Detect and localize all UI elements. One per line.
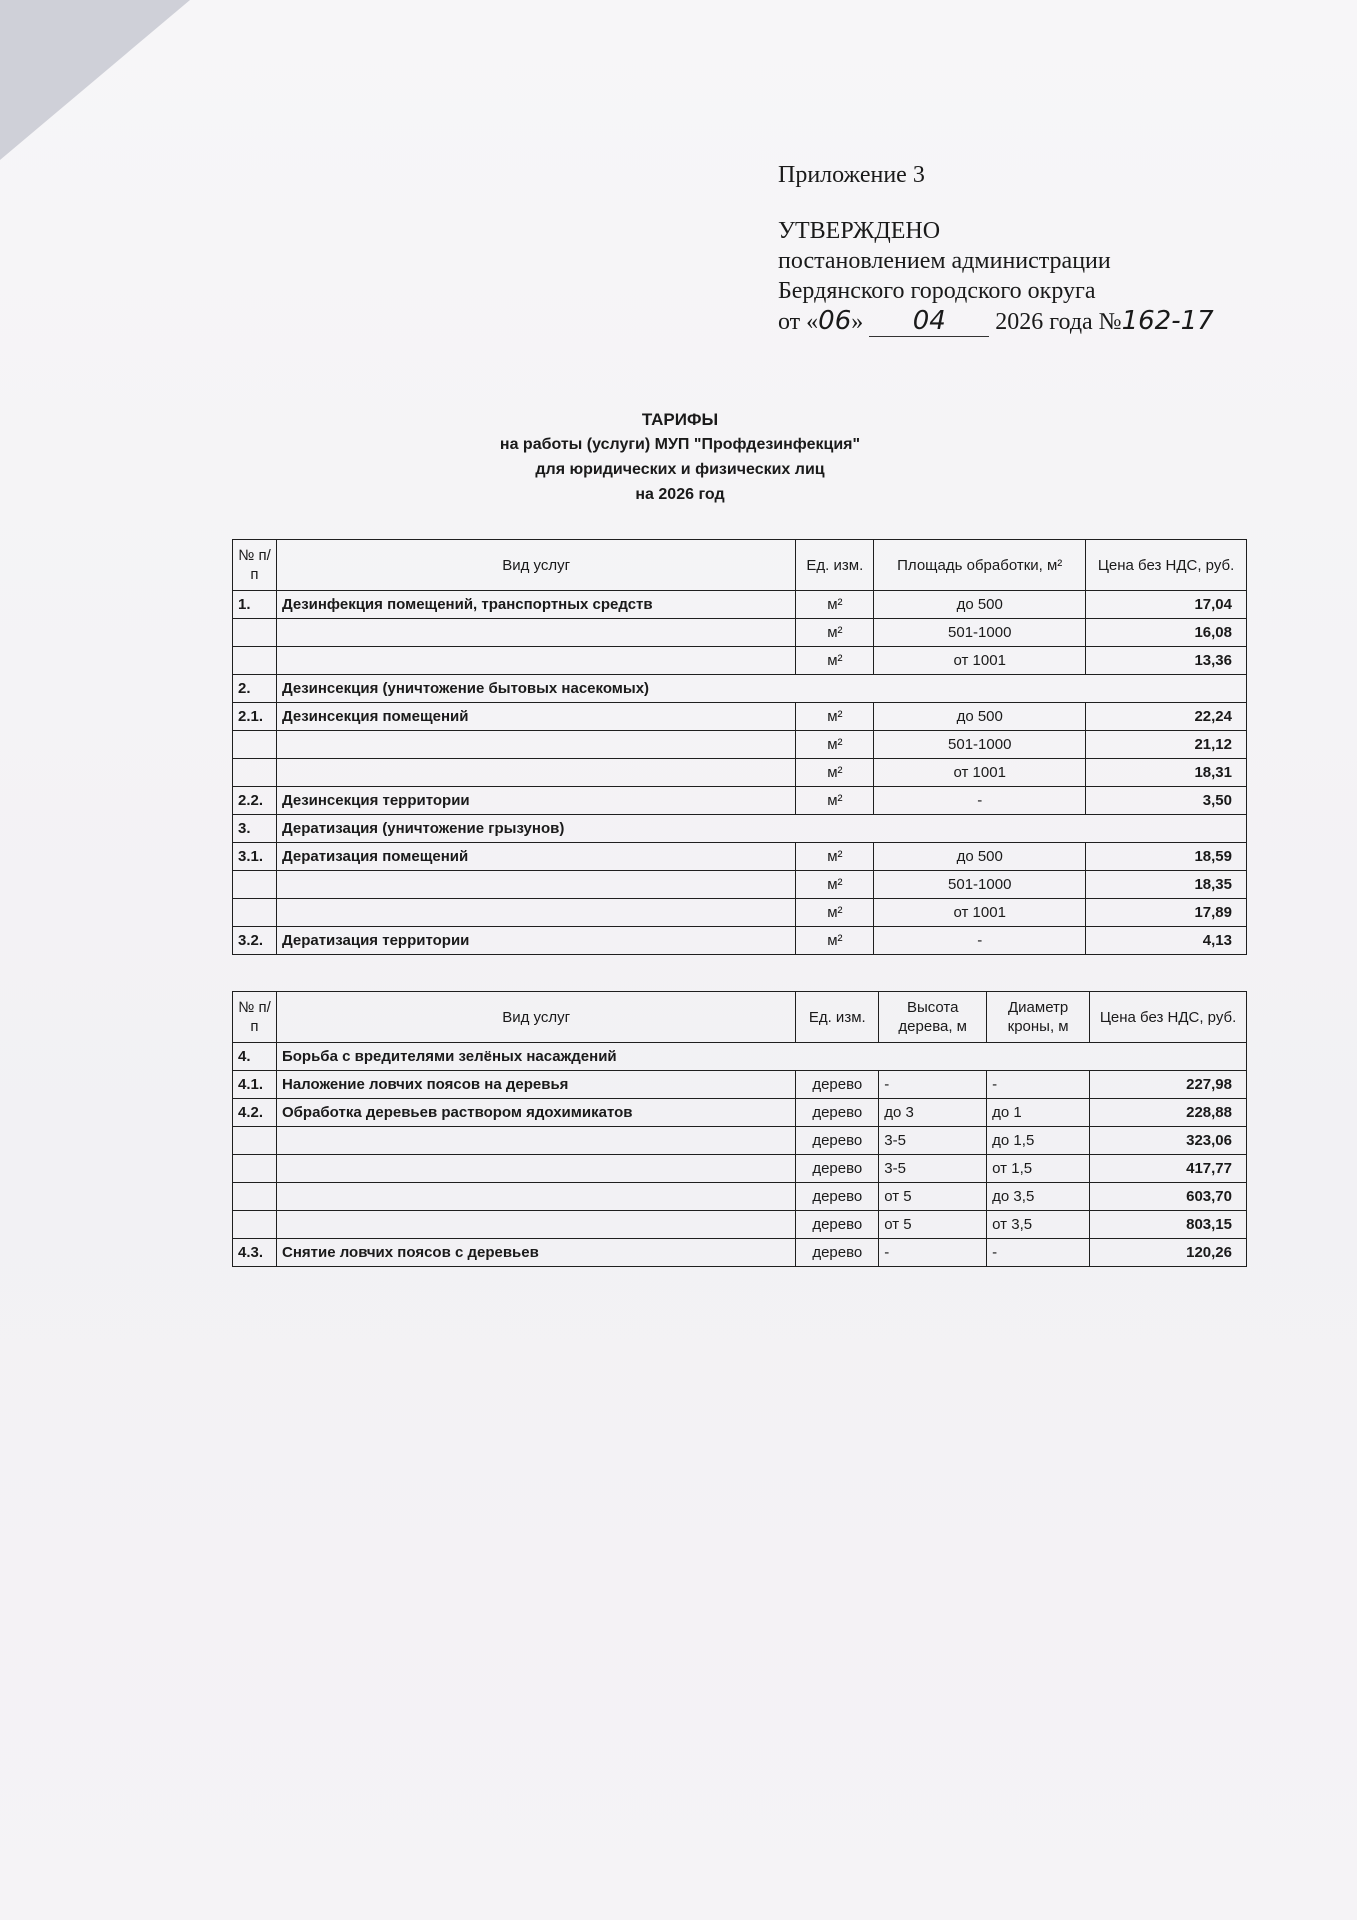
cell-unit: дерево — [796, 1099, 879, 1127]
header-height: Высота дерева, м — [879, 992, 987, 1043]
handwritten-number: 162-17 — [1121, 306, 1214, 336]
approval-line-2: Бердянского городского округа — [778, 278, 1096, 304]
cell-unit: дерево — [796, 1239, 879, 1267]
cell-name — [276, 619, 795, 647]
cell-unit: м² — [796, 787, 874, 815]
cell-unit: м² — [796, 591, 874, 619]
appendix-label: Приложение 3 — [778, 162, 925, 188]
cell-num — [233, 647, 277, 675]
cell-unit: дерево — [796, 1127, 879, 1155]
header-service: Вид услуг — [276, 540, 795, 591]
folded-corner — [0, 0, 190, 160]
cell-price: 803,15 — [1090, 1211, 1247, 1239]
table-row — [233, 1239, 1247, 1267]
table-row — [233, 703, 1247, 731]
approval-date-line: от «06» 04 2026 года №162-17 — [778, 306, 1214, 336]
cell-num — [233, 1211, 277, 1239]
cell-price: 13,36 — [1086, 647, 1247, 675]
table-header-row — [233, 540, 1247, 591]
table-row — [233, 619, 1247, 647]
cell-num — [233, 731, 277, 759]
table-row — [233, 1043, 1247, 1071]
cell-area: от 1001 — [874, 899, 1086, 927]
cell-height: 3-5 — [879, 1127, 987, 1155]
cell-unit: м² — [796, 843, 874, 871]
cell-num: 2. — [233, 675, 277, 703]
title-line-4: на 2026 год — [635, 486, 725, 503]
cell-height: 3-5 — [879, 1155, 987, 1183]
cell-unit: м² — [796, 619, 874, 647]
cell-price: 323,06 — [1090, 1127, 1247, 1155]
header-diameter: Диаметр кроны, м — [987, 992, 1090, 1043]
cell-area: 501-1000 — [874, 871, 1086, 899]
cell-height: - — [879, 1239, 987, 1267]
cell-name: Дератизация помещений — [276, 843, 795, 871]
table-row — [233, 899, 1247, 927]
table-row — [233, 591, 1247, 619]
cell-name: Дезинсекция (уничтожение бытовых насекомых) — [276, 675, 1246, 703]
cell-num — [233, 1155, 277, 1183]
approved-label: УТВЕРЖДЕНО — [778, 218, 941, 244]
cell-price: 227,98 — [1090, 1071, 1247, 1099]
cell-num: 4. — [233, 1043, 277, 1071]
cell-num: 4.3. — [233, 1239, 277, 1267]
cell-unit: м² — [796, 703, 874, 731]
cell-num — [233, 871, 277, 899]
table-row — [233, 647, 1247, 675]
cell-price: 417,77 — [1090, 1155, 1247, 1183]
cell-price: 228,88 — [1090, 1099, 1247, 1127]
table-row — [233, 1183, 1247, 1211]
cell-diameter: - — [987, 1071, 1090, 1099]
cell-num: 4.1. — [233, 1071, 277, 1099]
header-service: Вид услуг — [276, 992, 795, 1043]
cell-diameter: от 1,5 — [987, 1155, 1090, 1183]
cell-unit: м² — [796, 871, 874, 899]
cell-area: до 500 — [874, 843, 1086, 871]
title-line-1: ТАРИФЫ — [641, 410, 719, 429]
cell-name — [276, 731, 795, 759]
cell-price: 18,59 — [1086, 843, 1247, 871]
cell-diameter: от 3,5 — [987, 1211, 1090, 1239]
cell-area: до 500 — [874, 591, 1086, 619]
cell-name — [276, 1211, 795, 1239]
approval-line-1: постановлением администрации — [778, 248, 1111, 274]
cell-name — [276, 899, 795, 927]
table-row — [233, 815, 1247, 843]
table-row — [233, 1071, 1247, 1099]
header-unit: Ед. изм. — [796, 540, 874, 591]
cell-name: Дезинсекция помещений — [276, 703, 795, 731]
tariff-table-2 — [232, 991, 1247, 1267]
header-price: Цена без НДС, руб. — [1090, 992, 1247, 1043]
cell-unit: дерево — [796, 1155, 879, 1183]
cell-num — [233, 899, 277, 927]
table-header-row — [233, 992, 1247, 1043]
table-row — [233, 927, 1247, 955]
header-price: Цена без НДС, руб. — [1086, 540, 1247, 591]
cell-price: 18,35 — [1086, 871, 1247, 899]
cell-num — [233, 619, 277, 647]
cell-area: от 1001 — [874, 759, 1086, 787]
header-num: № п/п — [233, 992, 277, 1043]
cell-name: Снятие ловчих поясов с деревьев — [276, 1239, 795, 1267]
cell-diameter: до 1 — [987, 1099, 1090, 1127]
cell-num — [233, 759, 277, 787]
cell-price: 18,31 — [1086, 759, 1247, 787]
tariff-table-1 — [232, 539, 1247, 955]
cell-unit: м² — [796, 899, 874, 927]
table-row — [233, 1099, 1247, 1127]
table-row — [233, 1127, 1247, 1155]
cell-price: 16,08 — [1086, 619, 1247, 647]
cell-height: от 5 — [879, 1183, 987, 1211]
title-line-3: для юридических и физических лиц — [535, 461, 825, 478]
cell-area: 501-1000 — [874, 619, 1086, 647]
cell-num — [233, 1127, 277, 1155]
cell-unit: м² — [796, 759, 874, 787]
cell-name: Обработка деревьев раствором ядохимикатов — [276, 1099, 795, 1127]
cell-diameter: - — [987, 1239, 1090, 1267]
cell-unit: м² — [796, 731, 874, 759]
table-row — [233, 731, 1247, 759]
cell-name — [276, 1183, 795, 1211]
cell-area: - — [874, 787, 1086, 815]
cell-height: до 3 — [879, 1099, 987, 1127]
cell-name: Дератизация территории — [276, 927, 795, 955]
cell-unit: м² — [796, 647, 874, 675]
cell-price: 603,70 — [1090, 1183, 1247, 1211]
cell-num: 2.1. — [233, 703, 277, 731]
cell-unit: м² — [796, 927, 874, 955]
cell-name — [276, 871, 795, 899]
document-title — [380, 407, 980, 507]
cell-unit: дерево — [796, 1183, 879, 1211]
table-row — [233, 1211, 1247, 1239]
cell-name — [276, 1155, 795, 1183]
title-line-2: на работы (услуги) МУП "Профдезинфекция" — [499, 436, 861, 453]
cell-num: 4.2. — [233, 1099, 277, 1127]
cell-area: - — [874, 927, 1086, 955]
handwritten-month: 04 — [869, 306, 989, 337]
cell-name — [276, 647, 795, 675]
cell-name — [276, 759, 795, 787]
cell-height: - — [879, 1071, 987, 1099]
approval-header — [778, 160, 1214, 337]
header-num: № п/п — [233, 540, 277, 591]
table-row — [233, 675, 1247, 703]
cell-name: Дератизация (уничтожение грызунов) — [276, 815, 1246, 843]
handwritten-day: 06 — [818, 306, 852, 336]
table-row — [233, 759, 1247, 787]
cell-price: 21,12 — [1086, 731, 1247, 759]
cell-num: 3. — [233, 815, 277, 843]
cell-area: 501-1000 — [874, 731, 1086, 759]
cell-name: Наложение ловчих поясов на деревья — [276, 1071, 795, 1099]
cell-area: от 1001 — [874, 647, 1086, 675]
table-row — [233, 787, 1247, 815]
cell-price: 17,04 — [1086, 591, 1247, 619]
cell-name: Дезинсекция территории — [276, 787, 795, 815]
cell-unit: дерево — [796, 1211, 879, 1239]
cell-diameter: до 1,5 — [987, 1127, 1090, 1155]
cell-name: Дезинфекция помещений, транспортных средств — [276, 591, 795, 619]
cell-diameter: до 3,5 — [987, 1183, 1090, 1211]
cell-num: 1. — [233, 591, 277, 619]
cell-name — [276, 1127, 795, 1155]
header-area: Площадь обработки, м² — [874, 540, 1086, 591]
cell-price: 4,13 — [1086, 927, 1247, 955]
table-row — [233, 1155, 1247, 1183]
header-unit: Ед. изм. — [796, 992, 879, 1043]
cell-num: 3.2. — [233, 927, 277, 955]
cell-price: 17,89 — [1086, 899, 1247, 927]
cell-unit: дерево — [796, 1071, 879, 1099]
cell-area: до 500 — [874, 703, 1086, 731]
table-row — [233, 843, 1247, 871]
cell-price: 3,50 — [1086, 787, 1247, 815]
table-row — [233, 871, 1247, 899]
cell-price: 22,24 — [1086, 703, 1247, 731]
cell-price: 120,26 — [1090, 1239, 1247, 1267]
cell-num — [233, 1183, 277, 1211]
cell-num: 3.1. — [233, 843, 277, 871]
cell-height: от 5 — [879, 1211, 987, 1239]
cell-name: Борьба с вредителями зелёных насаждений — [276, 1043, 1246, 1071]
cell-num: 2.2. — [233, 787, 277, 815]
